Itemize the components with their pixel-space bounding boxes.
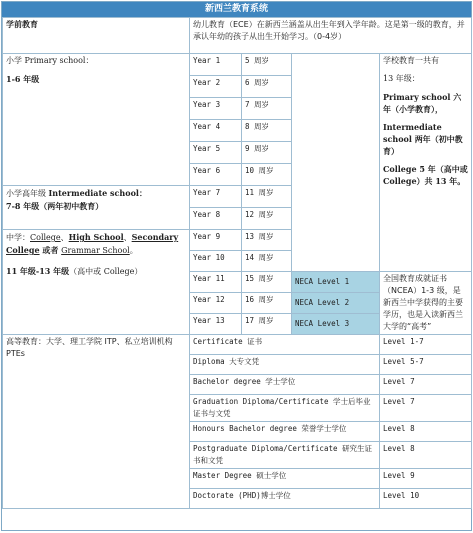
secondary-grades-note: （高中或 College） <box>69 267 143 276</box>
age-cell: 9 周岁 <box>242 142 292 164</box>
intermediate-grades: 7-8 年级（两年初中教育） <box>6 201 104 211</box>
secondary-grades-bold: 11 年级-13 年级 <box>6 266 70 276</box>
table-row <box>3 54 472 76</box>
age-cell: 12 周岁 <box>242 208 292 230</box>
school-note-college: College 5 年（高中或 College）共 13 年。 <box>383 164 468 186</box>
qual-name: Certificate 证书 <box>190 335 380 355</box>
qual-name: Doctorate (PHD)博士学位 <box>190 489 380 509</box>
link-secondary-college[interactable]: Secondary College <box>6 232 179 255</box>
age-cell: 10 周岁 <box>242 164 292 186</box>
qual-level: Level 7 <box>380 375 472 395</box>
primary-label: 小学 Primary school： <box>6 56 94 65</box>
year-cell: Year 7 <box>190 186 242 208</box>
empty-cell <box>292 54 380 272</box>
age-cell: 17 周岁 <box>242 314 292 335</box>
preschool-label: 学前教育 <box>3 18 190 54</box>
link-grammar-school[interactable]: Grammar School <box>61 246 130 255</box>
qual-level: Level 9 <box>380 469 472 489</box>
school-note-line1: 学校教育一共有 <box>383 56 439 65</box>
or-text: 或者 <box>39 245 62 255</box>
main-table <box>2 17 472 509</box>
qual-level: Level 5-7 <box>380 355 472 375</box>
year-cell: Year 12 <box>190 293 242 314</box>
link-high-school[interactable]: High School <box>68 232 124 242</box>
intermediate-label-en: Intermediate school： <box>48 188 147 198</box>
table-row <box>3 335 472 355</box>
age-cell: 16 周岁 <box>242 293 292 314</box>
school-note-intermediate: Intermediate school 两年（初中教育） <box>383 122 463 156</box>
qual-name: Master Degree 硕士学位 <box>190 469 380 489</box>
secondary-schools <box>6 231 186 257</box>
qual-name: Graduation Diploma/Certificate 学士后毕业证书与文凭 <box>190 395 380 422</box>
qual-name: Bachelor degree 学士学位 <box>190 375 380 395</box>
preschool-row <box>3 18 472 54</box>
primary-grades: 1-6 年级 <box>6 74 40 84</box>
intermediate-label-cn: 小学高年级 <box>6 189 49 198</box>
year-cell: Year 2 <box>190 76 242 98</box>
table-title: 新西兰教育系统 <box>2 2 471 17</box>
qual-name: Postgraduate Diploma/Certificate 研究生证书和文凭 <box>190 442 380 469</box>
secondary-pre: 中学： <box>6 233 30 242</box>
age-cell: 5 周岁 <box>242 54 292 76</box>
year-cell: Year 13 <box>190 314 242 335</box>
year-cell: Year 8 <box>190 208 242 230</box>
age-cell: 15 周岁 <box>242 272 292 293</box>
neca-level-cell: NECA Level 3 <box>292 314 380 335</box>
preschool-desc: 幼儿教育（ECE）在新西兰涵盖从出生年到入学年龄。这是第一级的教育，并承认年幼的孩子从出生开始学习。（0-4岁） <box>190 18 472 54</box>
year-cell: Year 9 <box>190 230 242 251</box>
end-text: 。 <box>129 246 138 255</box>
sep: 、 <box>60 233 69 242</box>
age-cell: 14 周岁 <box>242 251 292 272</box>
year-cell: Year 4 <box>190 120 242 142</box>
neca-level-cell: NECA Level 2 <box>292 293 380 314</box>
age-cell: 13 周岁 <box>242 230 292 251</box>
age-cell: 11 周岁 <box>242 186 292 208</box>
qual-level: Level 7 <box>380 395 472 422</box>
neca-note: 全国教育成就证书（NCEA）1-3 级，是新西兰中学获得的主要学历，也是入读新西兰大学的“高考” <box>380 272 472 335</box>
age-cell: 7 周岁 <box>242 98 292 120</box>
link-college[interactable]: College <box>30 233 61 242</box>
secondary-cell <box>3 230 190 335</box>
intermediate-cell <box>3 186 190 230</box>
year-cell: Year 1 <box>190 54 242 76</box>
year-cell: Year 11 <box>190 272 242 293</box>
neca-level-cell: NECA Level 1 <box>292 272 380 293</box>
school-note-line2: 13 年级： <box>383 74 420 83</box>
higher-ed-cell: 高等教育：大学、理工学院 ITP、私立培训机构 PTEs <box>3 335 190 509</box>
secondary-grades <box>6 265 186 278</box>
sep: 、 <box>123 233 132 242</box>
qual-name: Diploma 大专文凭 <box>190 355 380 375</box>
school-note-primary: Primary school 六年（小学教育）， <box>383 92 462 114</box>
year-cell: Year 5 <box>190 142 242 164</box>
year-cell: Year 10 <box>190 251 242 272</box>
qual-level: Level 8 <box>380 422 472 442</box>
year-cell: Year 6 <box>190 164 242 186</box>
school-note <box>380 54 472 272</box>
qual-level: Level 8 <box>380 442 472 469</box>
qual-name: Honours Bachelor degree 荣誉学士学位 <box>190 422 380 442</box>
qual-level: Level 10 <box>380 489 472 509</box>
age-cell: 8 周岁 <box>242 120 292 142</box>
age-cell: 6 周岁 <box>242 76 292 98</box>
intermediate-label <box>6 187 186 200</box>
primary-cell <box>3 54 190 186</box>
education-system-table <box>1 1 472 531</box>
year-cell: Year 3 <box>190 98 242 120</box>
qual-level: Level 1-7 <box>380 335 472 355</box>
